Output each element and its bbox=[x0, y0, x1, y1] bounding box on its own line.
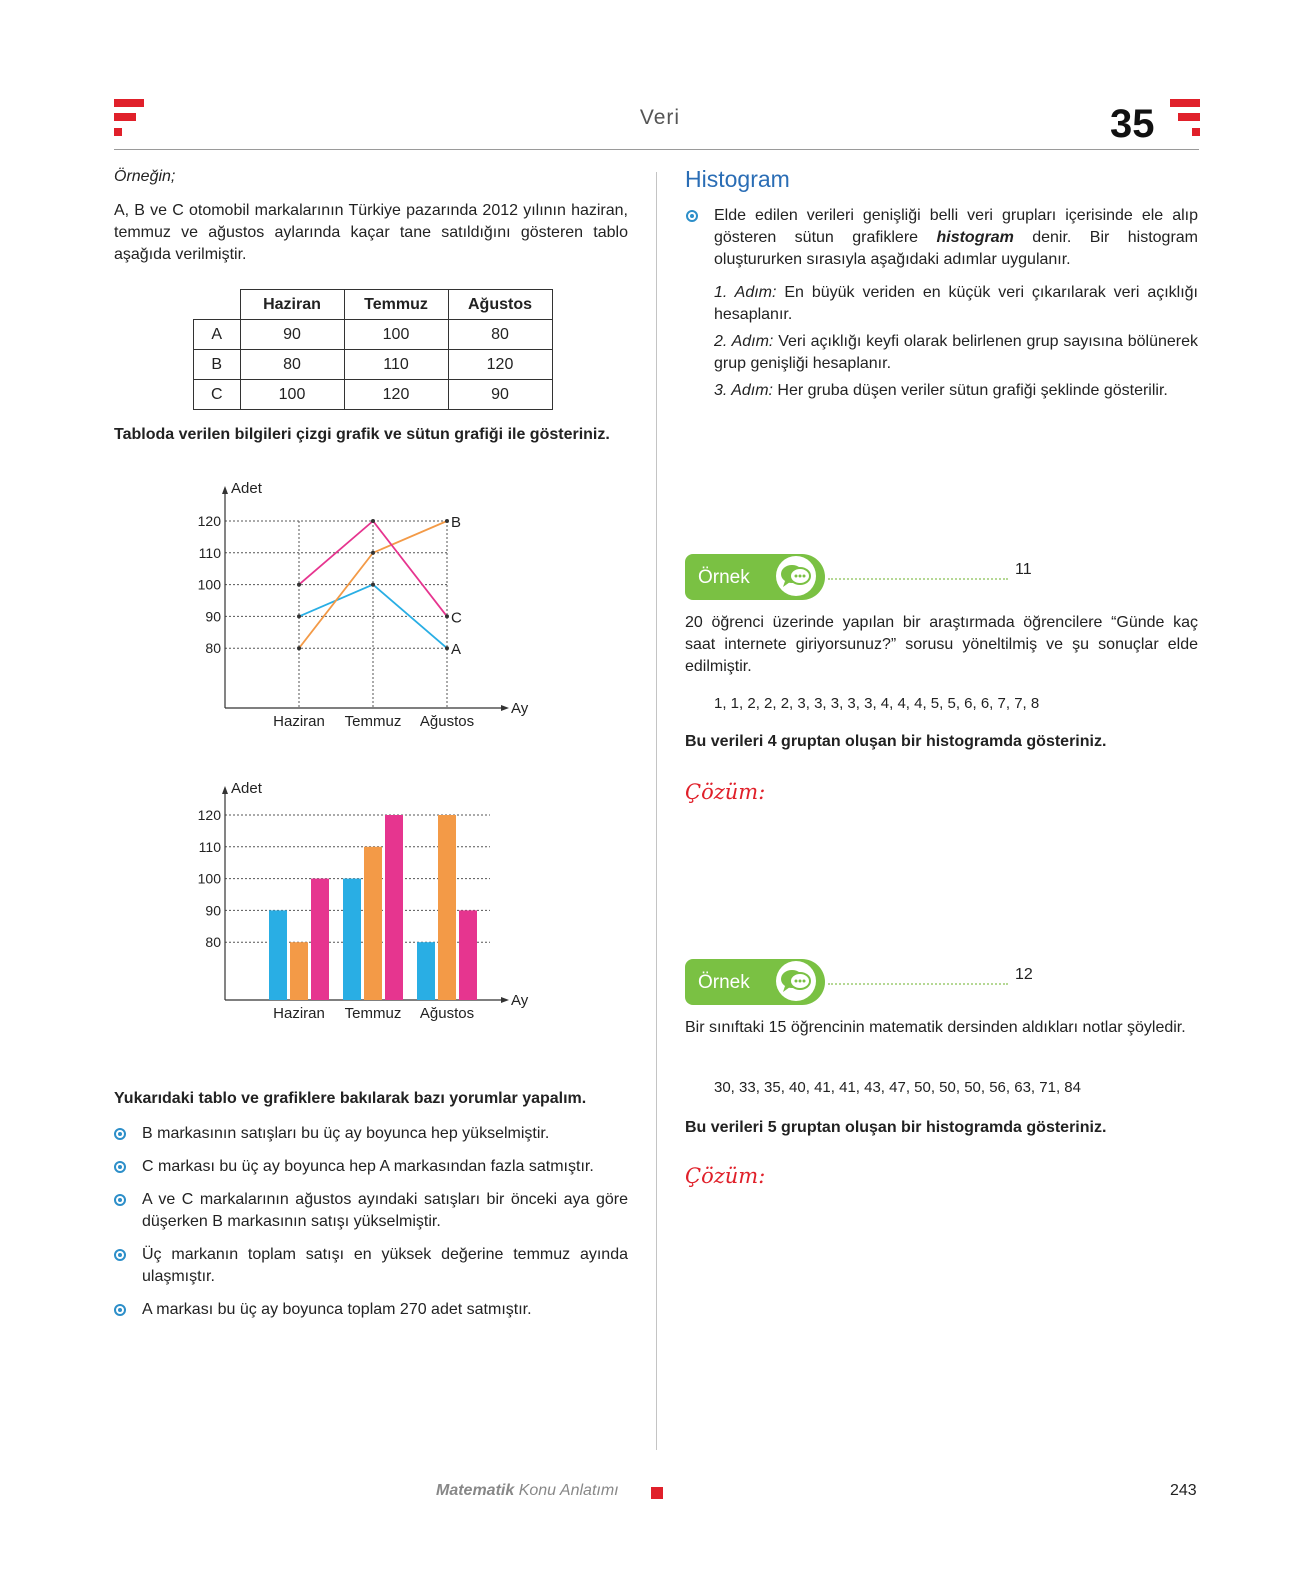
data-point bbox=[371, 519, 375, 523]
data-point bbox=[371, 551, 375, 555]
line-chart bbox=[190, 480, 560, 750]
y-tick-label: 120 bbox=[197, 807, 221, 823]
y-tick-label: 100 bbox=[197, 576, 221, 593]
step-label: 1. Adım: bbox=[714, 284, 777, 301]
y-tick-label: 90 bbox=[205, 902, 221, 919]
bar bbox=[269, 910, 287, 1000]
speech-bubble-icon bbox=[776, 556, 816, 596]
bullet-icon bbox=[114, 1249, 126, 1261]
table-cell: 90 bbox=[240, 320, 344, 350]
example-heading: Örneğin; bbox=[114, 168, 176, 185]
bar bbox=[364, 847, 382, 1000]
comment-item: A ve C markalarının ağustos ayındaki satışları bir önceki aya göre düşerken B markasının satışı yükselmiştir. bbox=[142, 1191, 628, 1230]
section-title: Veri bbox=[639, 106, 681, 129]
table-cell: 120 bbox=[344, 380, 448, 410]
series-label: A bbox=[451, 641, 462, 659]
y-axis-label: Adet bbox=[231, 480, 262, 497]
badge-label: Örnek bbox=[698, 972, 750, 993]
bar-chart bbox=[190, 780, 560, 1050]
table-cell: 100 bbox=[240, 380, 344, 410]
bar bbox=[417, 942, 435, 1000]
y-tick-label: 100 bbox=[197, 870, 221, 887]
table-row bbox=[194, 320, 553, 350]
table-cell: 110 bbox=[344, 350, 448, 380]
definition-term: histogram bbox=[936, 229, 1014, 246]
table-cell: 80 bbox=[448, 320, 552, 350]
task-text: Tabloda verilen bilgileri çizgi grafik ve sütun grafiği ile gösteriniz. bbox=[114, 426, 610, 443]
header-rule bbox=[114, 149, 1199, 150]
comment-item: A markası bu üç ay boyunca toplam 270 adet satmıştır. bbox=[142, 1301, 532, 1318]
x-tick-label: Temmuz bbox=[344, 1005, 402, 1022]
example-task: Bu verileri 4 gruptan oluşan bir histogramda gösteriniz. bbox=[685, 733, 1107, 750]
y-axis-arrow bbox=[222, 486, 228, 494]
dotted-rule bbox=[828, 983, 1008, 985]
step-label: 2. Adım: bbox=[714, 333, 774, 350]
x-axis-label: Ay bbox=[511, 700, 529, 717]
bullet-icon bbox=[114, 1128, 126, 1140]
table-header: Ağustos bbox=[448, 290, 552, 320]
x-tick-label: Haziran bbox=[273, 1005, 325, 1022]
bar bbox=[459, 910, 477, 1000]
example-badge bbox=[685, 554, 825, 600]
bar bbox=[311, 879, 329, 1000]
dotted-rule bbox=[828, 578, 1008, 580]
data-point bbox=[445, 519, 449, 523]
step-2 bbox=[714, 331, 1198, 375]
example-badge bbox=[685, 959, 825, 1005]
badge-label: Örnek bbox=[698, 567, 750, 588]
footer-title bbox=[436, 1482, 619, 1500]
example-text: 20 öğrenci üzerinde yapılan bir araştırmada öğrencilere “Günde kaç saat internete giriyorsunuz?” sorusu yöneltilmiş ve şu sonuçlar elde edilmiştir. bbox=[685, 614, 1198, 675]
y-tick-label: 110 bbox=[198, 544, 221, 561]
step-1 bbox=[714, 282, 1198, 326]
y-axis-label: Adet bbox=[231, 780, 262, 797]
y-tick-label: 110 bbox=[198, 838, 221, 855]
footer-rest: Konu Anlatımı bbox=[514, 1482, 619, 1499]
step-3 bbox=[714, 380, 1198, 402]
example-data: 30, 33, 35, 40, 41, 41, 43, 47, 50, 50, 50, 56, 63, 71, 84 bbox=[714, 1079, 1081, 1096]
step-text: En büyük veriden en küçük veri çıkarılarak veri açıklığı hesaplanır. bbox=[714, 284, 1199, 323]
solution-label: Çözüm: bbox=[685, 780, 766, 804]
x-tick-label: Temmuz bbox=[344, 713, 402, 730]
footer-subject: Matematik bbox=[436, 1482, 515, 1499]
data-point bbox=[371, 583, 375, 587]
x-axis-arrow bbox=[501, 997, 509, 1003]
bar bbox=[343, 879, 361, 1000]
step-label: 3. Adım: bbox=[714, 382, 773, 399]
footer-square bbox=[651, 1487, 663, 1499]
row-label: C bbox=[194, 380, 241, 410]
row-label: B bbox=[194, 350, 241, 380]
column-divider bbox=[656, 172, 657, 1450]
y-tick-label: 90 bbox=[205, 608, 221, 625]
comment-item: Üç markanın toplam satışı en yüksek değerine temmuz ayında ulaşmıştır. bbox=[142, 1246, 628, 1285]
x-tick-label: Ağustos bbox=[419, 713, 475, 730]
y-axis-arrow bbox=[222, 786, 228, 794]
example-text: Bir sınıftaki 15 öğrencinin matematik dersinden aldıkları notlar şöyledir. bbox=[685, 1019, 1186, 1036]
data-point bbox=[445, 646, 449, 650]
bar bbox=[290, 942, 308, 1000]
table-row bbox=[194, 380, 553, 410]
data-point bbox=[445, 614, 449, 618]
table-header: Temmuz bbox=[344, 290, 448, 320]
chapter-number: 35 bbox=[1110, 102, 1155, 146]
series-label: B bbox=[451, 514, 462, 531]
table-cell: 80 bbox=[240, 350, 344, 380]
histogram-title: Histogram bbox=[685, 166, 790, 192]
table-row bbox=[194, 350, 553, 380]
step-text: Veri açıklığı keyfi olarak belirlenen grup sayısına bölünerek grup genişliği hesaplanır. bbox=[714, 333, 1199, 372]
definition-text: denir. Bir histogram oluştururken sırasıyla aşağıdaki adımlar uygulanır. bbox=[714, 229, 1199, 268]
example-number: 11 bbox=[1015, 561, 1032, 578]
example-task: Bu verileri 5 gruptan oluşan bir histogramda gösteriniz. bbox=[685, 1119, 1107, 1136]
page-number: 243 bbox=[1170, 1482, 1197, 1499]
table-header-row bbox=[194, 290, 553, 320]
sales-table bbox=[193, 289, 553, 410]
table-cell: 90 bbox=[448, 380, 552, 410]
x-axis-label: Ay bbox=[511, 992, 529, 1009]
intro-paragraph: A, B ve C otomobil markalarının Türkiye pazarında 2012 yılının haziran, temmuz ve ağustos aylarında kaçar tane satıldığını gösteren tablo aşağıda verilmiştir. bbox=[114, 202, 628, 263]
table-cell: 120 bbox=[448, 350, 552, 380]
x-axis-arrow bbox=[501, 705, 509, 711]
histogram-definition bbox=[714, 205, 1198, 271]
table-header: Haziran bbox=[240, 290, 344, 320]
right-logo bbox=[1170, 99, 1200, 139]
left-logo bbox=[114, 99, 144, 139]
example-number: 12 bbox=[1015, 966, 1033, 983]
comments-intro: Yukarıdaki tablo ve grafiklere bakılarak bazı yorumlar yapalım. bbox=[114, 1090, 587, 1107]
bar bbox=[438, 815, 456, 1000]
y-tick-label: 120 bbox=[197, 513, 221, 529]
x-tick-label: Haziran bbox=[273, 713, 325, 730]
comment-item: C markası bu üç ay boyunca hep A markasından fazla satmıştır. bbox=[142, 1158, 594, 1175]
solution-label: Çözüm: bbox=[685, 1164, 766, 1188]
bullet-icon bbox=[114, 1304, 126, 1316]
series-label: C bbox=[451, 609, 462, 627]
bullet-icon bbox=[114, 1161, 126, 1173]
y-tick-label: 80 bbox=[205, 934, 221, 951]
example-data: 1, 1, 2, 2, 2, 3, 3, 3, 3, 3, 4, 4, 4, 5, 5, 6, 6, 7, 7, 8 bbox=[714, 695, 1040, 712]
bar bbox=[385, 815, 403, 1000]
y-tick-label: 80 bbox=[205, 640, 221, 657]
step-text: Her gruba düşen veriler sütun grafiği şeklinde gösterilir. bbox=[772, 382, 1168, 399]
data-point bbox=[297, 646, 301, 650]
x-tick-label: Ağustos bbox=[419, 1005, 475, 1022]
bullet-icon bbox=[114, 1194, 126, 1206]
table-cell: 100 bbox=[344, 320, 448, 350]
comment-item: B markasının satışları bu üç ay boyunca hep yükselmiştir. bbox=[142, 1125, 550, 1142]
definition-text: Elde edilen verileri genişliği belli veri grupları içerisinde ele alıp gösteren sütun grafiklere bbox=[714, 207, 1198, 246]
speech-bubble-icon bbox=[776, 961, 816, 1001]
data-point bbox=[297, 583, 301, 587]
data-point bbox=[297, 614, 301, 618]
bullet-icon bbox=[686, 210, 698, 222]
row-label: A bbox=[194, 320, 241, 350]
